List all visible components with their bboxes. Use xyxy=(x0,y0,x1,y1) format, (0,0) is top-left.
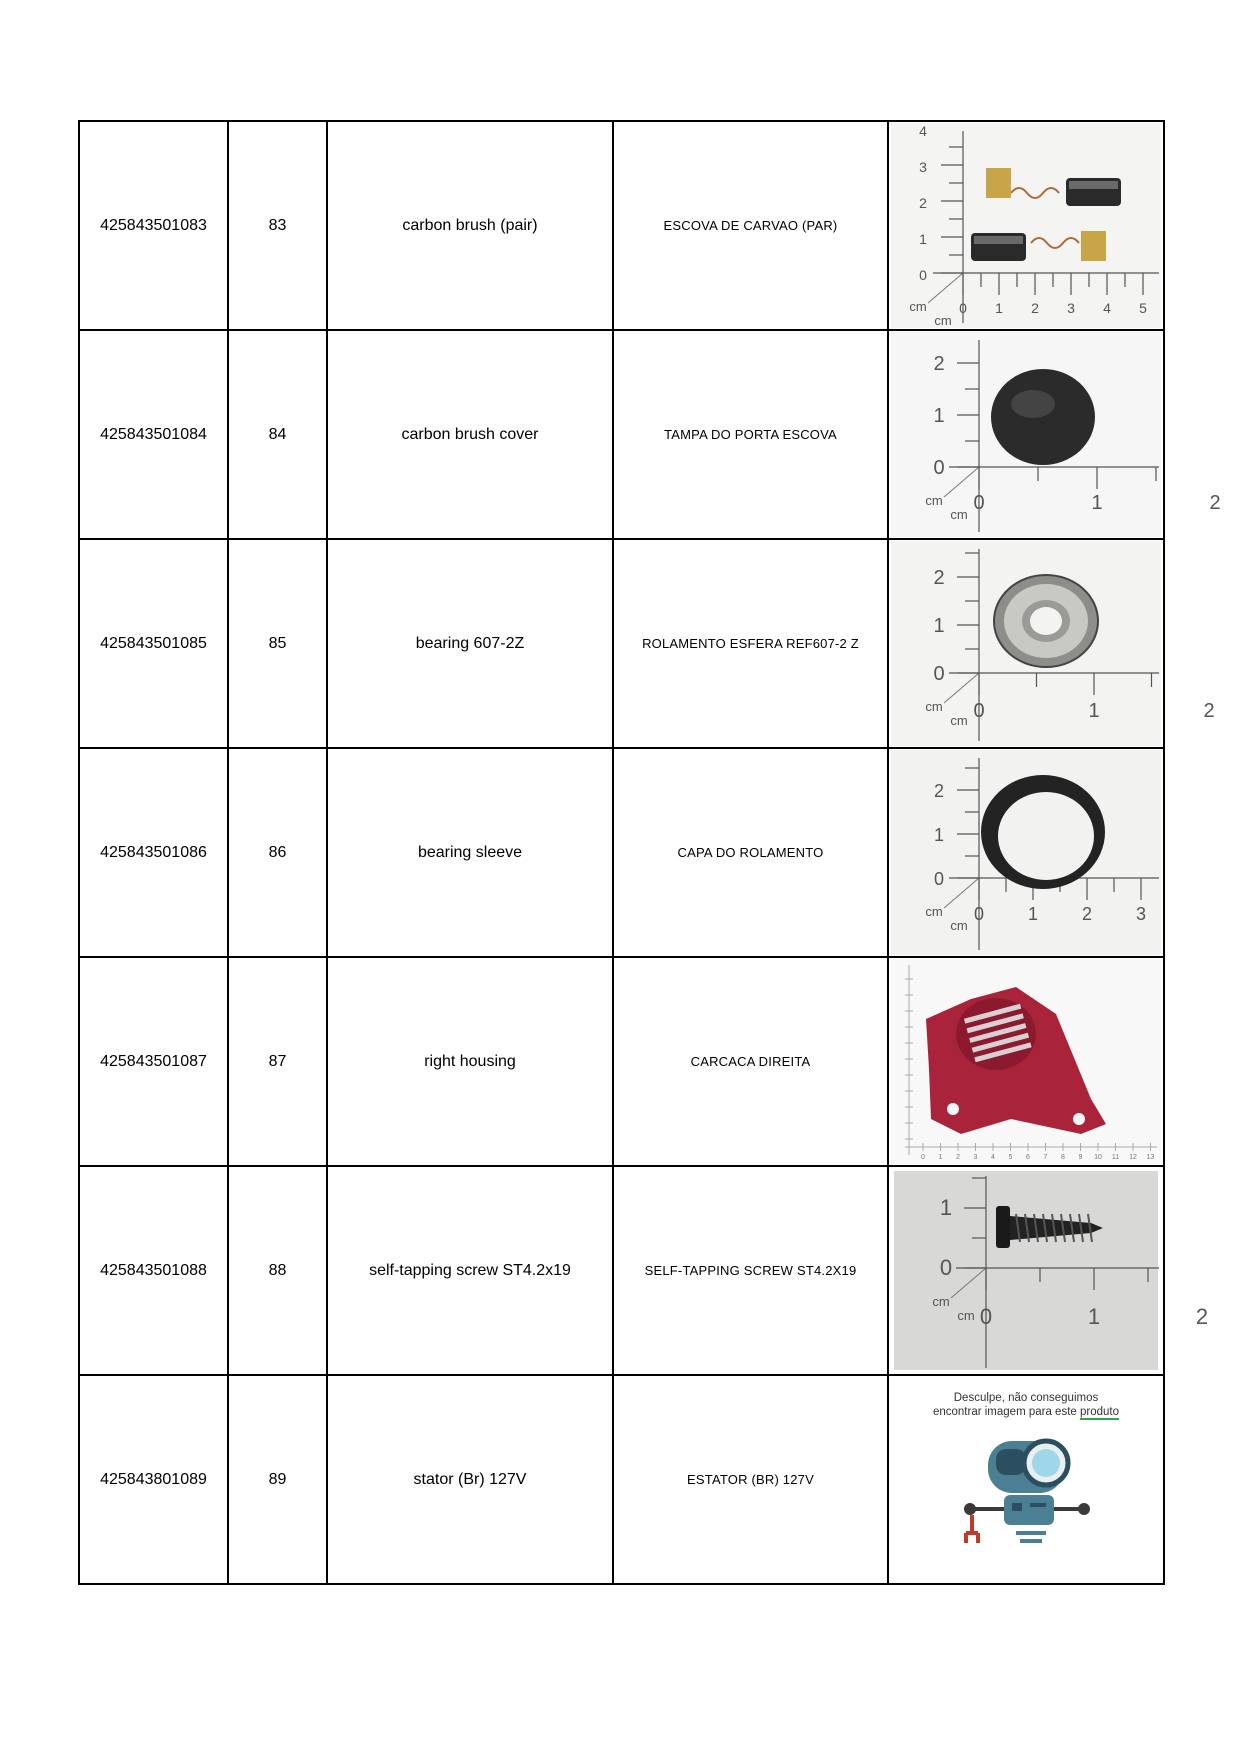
part-image-cell xyxy=(888,748,1164,957)
scale-tick-label: 1 xyxy=(933,825,945,845)
scale-tick-label: 2 xyxy=(933,567,945,589)
description-en: right housing xyxy=(327,957,613,1166)
description-en: carbon brush cover xyxy=(327,330,613,539)
scale-unit-label: cm xyxy=(909,299,927,314)
no-image-message-line1: Desculpe, não conseguimos xyxy=(953,1391,1099,1404)
no-image-message-line2 xyxy=(889,1405,1163,1419)
scale-tick-label: 3 xyxy=(919,159,927,175)
scale-tick-label: 7 xyxy=(1043,1154,1048,1161)
scale-tick-label: 1 xyxy=(919,231,927,247)
part-code: 425843801089 xyxy=(79,1375,228,1584)
no-image-placeholder xyxy=(889,1391,1163,1573)
item-number: 84 xyxy=(228,330,327,539)
scale-tick-label: 1 xyxy=(933,615,945,637)
scale-unit-label: cm xyxy=(950,713,968,728)
scale-tick-label: 0 xyxy=(959,300,967,316)
scale-tick-label: 2 xyxy=(933,781,945,801)
scale-unit-label: cm xyxy=(950,918,968,933)
no-image-message-link: produto xyxy=(1080,1405,1120,1418)
scale-tick-label: 8 xyxy=(1061,1154,1065,1161)
description-pt: CAPA DO ROLAMENTO xyxy=(613,748,888,957)
scale-tick-label: 0 xyxy=(973,492,985,514)
part-code: 425843501088 xyxy=(79,1166,228,1375)
description-pt: SELF-TAPPING SCREW ST4.2X19 xyxy=(613,1166,888,1375)
part-image-cell xyxy=(888,1166,1209,1375)
part-code: 425843501084 xyxy=(79,330,228,539)
scale-tick-label: 2 xyxy=(919,195,927,211)
scale-tick-label: 0 xyxy=(973,700,985,722)
scale-tick-label: 2 xyxy=(1209,492,1221,514)
part-image-cell xyxy=(888,330,1221,539)
table-row xyxy=(79,539,1164,748)
scale-tick-label: 1 xyxy=(933,405,945,427)
screw-photo xyxy=(891,1168,1209,1373)
scale-unit-label: cm xyxy=(925,699,943,714)
scale-tick-label: 1 xyxy=(995,300,1003,316)
description-pt: ESCOVA DE CARVAO (PAR) xyxy=(613,121,888,330)
description-pt: TAMPA DO PORTA ESCOVA xyxy=(613,330,888,539)
scale-tick-label: 10 xyxy=(1094,1154,1102,1161)
parts-table-body xyxy=(79,121,1221,1584)
description-en: stator (Br) 127V xyxy=(327,1375,613,1584)
scale-tick-label: 6 xyxy=(1026,1154,1030,1161)
part-image-cell xyxy=(888,1375,1164,1584)
scale-tick-label: 9 xyxy=(1078,1154,1083,1161)
scale-tick-label: 4 xyxy=(991,1154,995,1161)
item-number: 88 xyxy=(228,1166,327,1375)
scale-tick-label: 5 xyxy=(1008,1154,1013,1161)
scale-tick-label: 0 xyxy=(939,1255,953,1280)
description-pt: CARCACA DIREITA xyxy=(613,957,888,1166)
scale-tick-label: 1 xyxy=(938,1154,943,1161)
brush-cover-photo xyxy=(891,332,1221,537)
part-code: 425843501087 xyxy=(79,957,228,1166)
table-row xyxy=(79,748,1164,957)
part-code: 425843501083 xyxy=(79,121,228,330)
no-image-message-text: encontrar imagem para este xyxy=(932,1405,1080,1418)
scale-tick-label: 1 xyxy=(939,1195,953,1220)
scale-tick-label: 0 xyxy=(933,457,945,479)
item-number: 89 xyxy=(228,1375,327,1584)
scale-tick-label: 0 xyxy=(933,663,945,685)
description-pt: ROLAMENTO ESFERA REF607-2 Z xyxy=(613,539,888,748)
carbon-brush-pair-photo xyxy=(891,123,1161,328)
part-image-cell xyxy=(888,121,1164,330)
scale-tick-label: 1 xyxy=(1027,904,1039,924)
item-number: 87 xyxy=(228,957,327,1166)
scale-tick-label: 3 xyxy=(1067,300,1075,316)
scale-tick-label: 12 xyxy=(1129,1154,1137,1161)
scale-tick-label: 3 xyxy=(1135,904,1147,924)
scale-tick-label: 0 xyxy=(921,1154,925,1161)
scale-tick-label: 1 xyxy=(1087,1304,1101,1329)
item-number: 85 xyxy=(228,539,327,748)
scale-tick-label: 11 xyxy=(1111,1154,1120,1161)
item-number: 86 xyxy=(228,748,327,957)
part-image-cell xyxy=(888,957,1164,1166)
scale-tick-label: 3 xyxy=(973,1154,978,1161)
scale-tick-label: 1 xyxy=(1088,700,1100,722)
scale-tick-label: 2 xyxy=(1203,700,1215,722)
scale-tick-label: 4 xyxy=(919,123,927,139)
ball-bearing-photo xyxy=(891,541,1215,746)
scale-unit-label: cm xyxy=(925,904,943,919)
scale-unit-label: cm xyxy=(934,313,952,328)
scale-tick-label: 2 xyxy=(1031,300,1039,316)
description-en: bearing sleeve xyxy=(327,748,613,957)
part-code: 425843501085 xyxy=(79,539,228,748)
scale-unit-label: cm xyxy=(950,507,968,522)
scale-unit-label: cm xyxy=(957,1308,975,1323)
scale-tick-label: 5 xyxy=(1139,300,1147,316)
description-en: carbon brush (pair) xyxy=(327,121,613,330)
parts-table xyxy=(78,120,1221,1585)
robot-magnifier-icon xyxy=(946,1423,1106,1573)
table-row xyxy=(79,957,1164,1166)
bearing-sleeve-photo xyxy=(891,750,1161,955)
description-pt: ESTATOR (BR) 127V xyxy=(613,1375,888,1584)
scale-tick-label: 4 xyxy=(1103,300,1111,316)
scale-tick-label: 0 xyxy=(919,267,927,283)
scale-unit-label: cm xyxy=(932,1294,950,1309)
right-housing-photo xyxy=(891,959,1161,1164)
table-row xyxy=(79,1375,1164,1584)
scale-tick-label: 2 xyxy=(933,353,945,375)
scale-tick-label: 2 xyxy=(1081,904,1093,924)
scale-tick-label: 1 xyxy=(1091,492,1103,514)
scale-tick-label: 0 xyxy=(979,1304,993,1329)
scale-tick-label: 13 xyxy=(1146,1154,1155,1161)
part-code: 425843501086 xyxy=(79,748,228,957)
scale-tick-label: 0 xyxy=(933,869,945,889)
description-en: bearing 607-2Z xyxy=(327,539,613,748)
part-image-cell xyxy=(888,539,1215,748)
scale-tick-label: 2 xyxy=(1195,1304,1209,1329)
scale-unit-label: cm xyxy=(925,493,943,508)
table-row xyxy=(79,330,1164,539)
scale-tick-label: 0 xyxy=(973,904,985,924)
table-row xyxy=(79,1166,1164,1375)
table-row xyxy=(79,121,1164,330)
description-en: self-tapping screw ST4.2x19 xyxy=(327,1166,613,1375)
scale-tick-label: 2 xyxy=(956,1154,960,1161)
item-number: 83 xyxy=(228,121,327,330)
